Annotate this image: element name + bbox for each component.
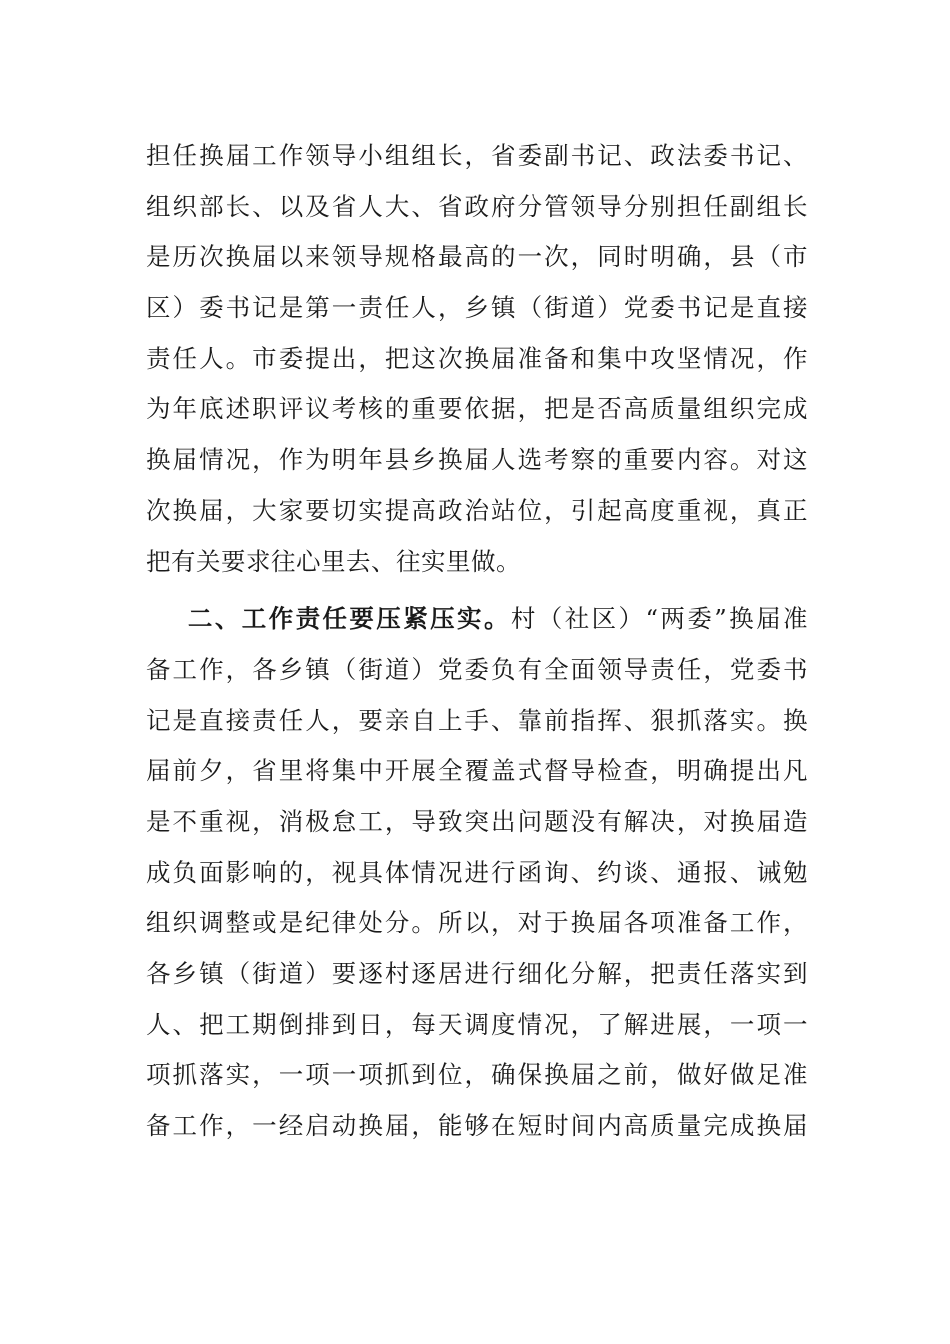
- text-line: 担任换届工作领导小组组长，省委副书记、政法委书记、: [146, 141, 808, 170]
- paragraph-gap: [146, 587, 808, 594]
- document-body: [146, 131, 808, 1152]
- text-line: 组织调整或是纪律处分。所以，对于换届各项准备工作，: [146, 908, 808, 938]
- text-line: 记是直接责任人，要亲自上手、靠前指挥、狠抓落实。换: [146, 705, 808, 735]
- text-line: 为年底述职评议考核的重要依据，把是否高质量组织完成: [146, 394, 808, 424]
- text-line: 成负面影响的，视具体情况进行函询、约谈、通报、诫勉: [146, 857, 808, 887]
- text-line: 届前夕，省里将集中开展全覆盖式督导检查，明确提出凡: [146, 756, 808, 786]
- paragraph-2: [146, 594, 808, 1152]
- text-line: 区）委书记是第一责任人，乡镇（街道）党委书记是直接: [146, 293, 808, 323]
- heading-line-text: 村（社区）“两委”换届准: [510, 604, 808, 634]
- text-line: 项抓落实，一项一项抓到位，确保换届之前，做好做足准: [146, 1060, 808, 1090]
- text-line: 是不重视，消极怠工，导致突出问题没有解决，对换届造: [146, 806, 808, 836]
- text-line: 是历次换届以来领导规格最高的一次，同时明确，县（市: [146, 242, 808, 272]
- text-line: 换届情况，作为明年县乡换届人选考察的重要内容。对这: [146, 445, 808, 475]
- text-line: 责任人。市委提出，把这次换届准备和集中攻坚情况，作: [146, 343, 808, 373]
- text-line: 备工作，各乡镇（街道）党委负有全面领导责任，党委书: [146, 654, 808, 684]
- paragraph-1: [146, 131, 808, 587]
- text-line: 次换届，大家要切实提高政治站位，引起高度重视，真正: [146, 495, 808, 525]
- text-line-with-heading: [146, 594, 808, 645]
- text-line: 组织部长、以及省人大、省政府分管领导分别担任副组长: [146, 191, 808, 221]
- section-heading: 二、工作责任要压紧压实。: [186, 604, 511, 634]
- text-line: 人、把工期倒排到日，每天调度情况，了解进展，一项一: [146, 1009, 808, 1039]
- text-line: 备工作，一经启动换届，能够在短时间内高质量完成换届: [146, 1111, 808, 1141]
- text-line: 各乡镇（街道）要逐村逐居进行细化分解，把责任落实到: [146, 959, 808, 988]
- text-line: 把有关要求往心里去、往实里做。: [146, 546, 521, 576]
